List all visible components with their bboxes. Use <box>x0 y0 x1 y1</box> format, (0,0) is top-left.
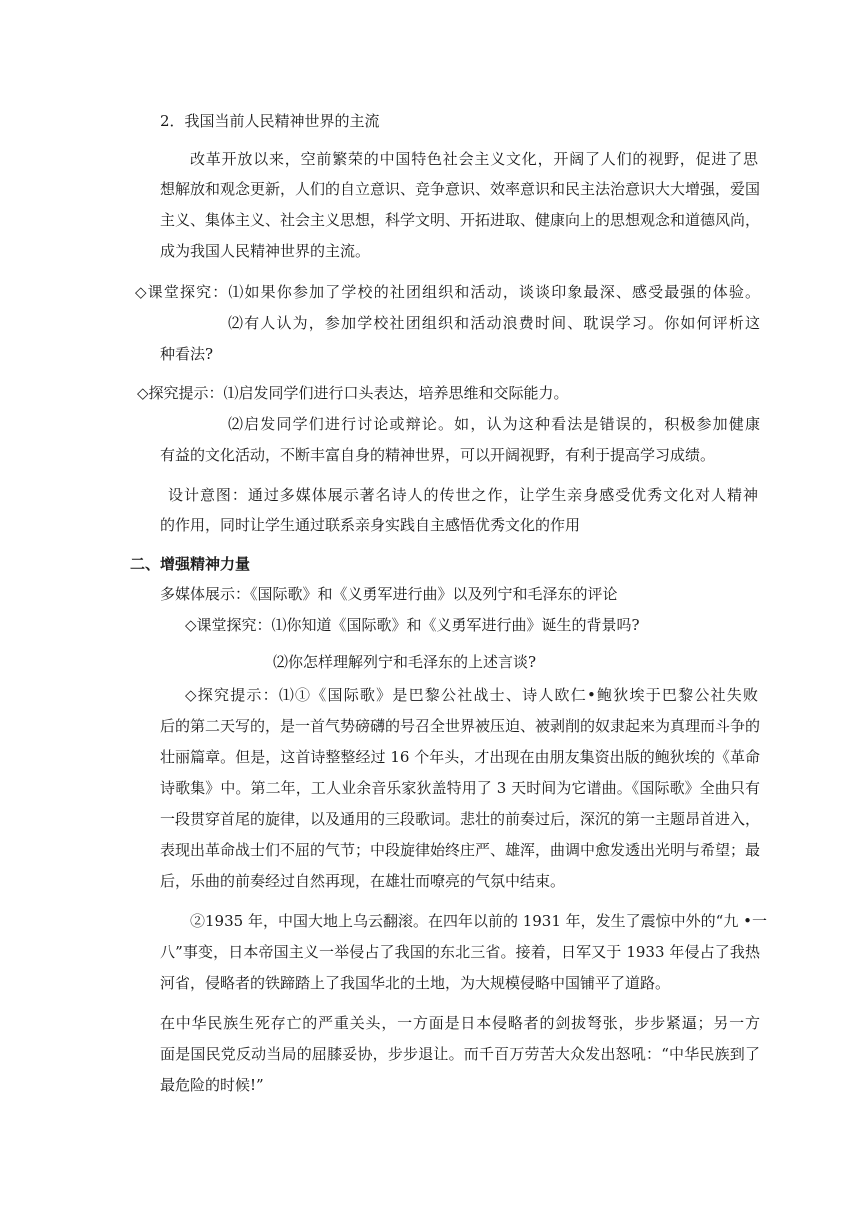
exploration-tip-2: 一段贯穿首尾的旋律，以及通用的三段歌词。悲壮的前奏过后，深沉的第一主题昂首进入， <box>160 810 761 828</box>
class-exploration-2: ◇课堂探究：⑴你知道《国际歌》和《义勇军进行曲》诞生的背景吗? <box>185 616 640 634</box>
paragraph-line: 改革开放以来，空前繁荣的中国特色社会主义文化，开阔了人们的视野，促进了思 <box>190 150 758 168</box>
paragraph-1935: 八”事变，日本帝国主义一举侵占了我国的东北三省。接着，日军又于 1933 年侵占了我热 <box>160 943 760 961</box>
exploration-tip-2: 壮丽篇章。但是，这首诗整整经过 16 个年头，才出现在由朋友集资出版的鲍狄埃的《革命 <box>160 748 760 766</box>
exploration-tip-1: ⑵启发同学们进行讨论或辩论。如，认为这种看法是错误的，积极参加健康 <box>228 415 760 433</box>
paragraph-crisis: 在中华民族生死存亡的严重关头，一方面是日本侵略者的剑拔弩张，步步紧逼；另一方 <box>160 1014 760 1032</box>
paragraph-line: 成为我国人民精神世界的主流。 <box>160 242 371 260</box>
design-intent: 设计意图：通过多媒体展示著名诗人的传世之作，让学生亲身感受优秀文化对人精神 <box>168 486 758 504</box>
paragraph-crisis: 面是国民党反动当局的屈膝妥协，步步退让。而千百万劳苦大众发出怒吼：“中华民族到了 <box>160 1045 760 1063</box>
exploration-tip-2: 诗歌集》中。第二年，工人业余音乐家狄盖特用了 3 天时间为它谱曲。《国际歌》全曲只有 <box>160 779 760 797</box>
section-heading-2: 二、增强精神力量 <box>130 555 251 573</box>
design-intent: 的作用，同时让学生通过联系亲身实践自主感悟优秀文化的作用 <box>160 516 581 534</box>
class-exploration-1: ◇课堂探究：⑴如果你参加了学校的社团组织和活动，谈谈印象最深、感受最强的体验。 <box>135 283 760 301</box>
paragraph-line: 主义、集体主义、社会主义思想，科学文明、开拓进取、健康向上的思想观念和道德风尚， <box>160 211 761 229</box>
exploration-tip-2: ◇探究提示：⑴①《国际歌》是巴黎公社战士、诗人欧仁•鲍狄埃于巴黎公社失败 <box>185 686 758 704</box>
class-exploration-2: ⑵你怎样理解列宁和毛泽东的上述言谈? <box>273 653 537 671</box>
class-exploration-1: 种看法? <box>160 345 214 363</box>
paragraph-1935: 河省，侵略者的铁蹄踏上了我国华北的土地，为大规模侵略中国铺平了道路。 <box>160 974 671 992</box>
multimedia-display: 多媒体展示：《国际歌》和《义勇军进行曲》以及列宁和毛泽东的评论 <box>160 585 618 603</box>
exploration-tip-1: ◇探究提示：⑴启发同学们进行口头表达，培养思维和交际能力。 <box>137 384 569 402</box>
exploration-tip-2: 后，乐曲的前奏经过自然再现，在雄壮而嘹亮的气氛中结束。 <box>160 872 566 890</box>
class-exploration-1: ⑵有人认为，参加学校社团组织和活动浪费时间、耽误学习。你如何评析这 <box>228 314 760 332</box>
paragraph-crisis: 最危险的时候!” <box>160 1076 264 1094</box>
paragraph-line: 想解放和观念更新，人们的自立意识、竞争意识、效率意识和民主法治意识大大增强，爱国 <box>160 180 761 198</box>
exploration-tip-1: 有益的文化活动，不断丰富自身的精神世界，可以开阔视野，有利于提高学习成绩。 <box>160 446 716 464</box>
section-title-2: 2．我国当前人民精神世界的主流 <box>160 112 380 130</box>
exploration-tip-2: 后的第二天写的，是一首气势磅礴的号召全世界被压迫、被剥削的奴隶起来为真理而斗争的 <box>160 717 761 735</box>
exploration-tip-2: 表现出革命战士们不屈的气节；中段旋律始终庄严、雄浑，曲调中愈发透出光明与希望；最 <box>160 841 761 859</box>
paragraph-1935: ②1935 年，中国大地上乌云翻滚。在四年以前的 1931 年，发生了震惊中外的“九 •一 <box>190 912 767 930</box>
